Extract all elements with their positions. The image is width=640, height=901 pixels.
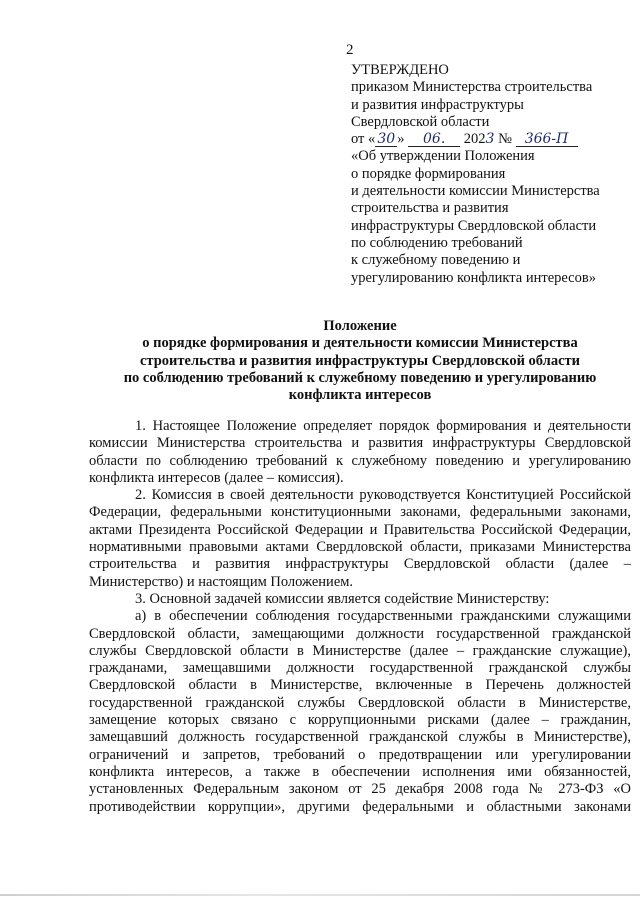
number-label: № [498,131,512,148]
paragraph-2: 2. Комиссия в своей деятельности руководствуется Конституцией Российской Федерации, федеральными конституционными законами, федеральными законами, актами Президента Российской Федерации и Правительства Российской Федерации, нормативными правовыми актами Свердловской области, приказами Министерства строительства и развития инфраструктуры Свердловской области (далее – Министерство) и настоящим Положением. [89,487,631,590]
document-title [88,318,632,404]
title-line: о порядке формирования и деятельности комиссии Министерства [142,335,578,352]
date-day-handwritten: 30 [375,132,397,147]
paragraph-1: 1. Настоящее Положение определяет порядок формирования и деятельности комиссии Министерства строительства и развития инфраструктуры Свердловской области по соблюдению требований к служебному поведению и урегулированию конфликта интересов (далее – комиссия). [89,418,631,486]
paragraph-3: 3. Основной задачей комиссии является содействие Министерству: [135,590,550,607]
title-line: конфликта интересов [288,387,432,404]
approval-subject-line: урегулированию конфликта интересов» [351,269,596,286]
approval-subject-line: и деятельности комиссии Министерства [351,183,600,200]
approval-line: приказом Министерства строительства [351,79,593,96]
approval-heading: УТВЕРЖДЕНО [351,62,449,78]
approval-subject-line: о порядке формирования [351,165,506,182]
scan-bottom-edge [0,888,640,901]
approval-date-line [351,131,633,148]
title-line: строительства и развития инфраструктуры Свердловской области [140,352,580,369]
approval-line: и развития инфраструктуры [351,96,524,113]
approval-subject-line: инфраструктуры Свердловской области [351,217,597,234]
scan-edge-shadow [0,894,640,896]
date-mid: » [397,131,405,148]
approval-line: Свердловской области [351,113,490,130]
date-prefix: от « [351,131,376,148]
approval-subject-line: строительства и развития [351,200,509,217]
order-number-handwritten: 366-П [516,132,578,147]
page-number: 2 [346,42,354,58]
approval-stamp-block [351,62,633,287]
paragraph-3a: а) в обеспечении соблюдения государственными гражданскими служащими Свердловской области, замещающими должности государственной гражданской службы Свердловской области в Министерстве (далее – гражданские служащие), гражданами, замещавшими должности государственной гражданской службы Свердловской области в Министерстве, включенные в Перечень должностей государственной гражданской службы Свердловской области в Министерстве, замещение которых связано с коррупционными рисками (далее – гражданин, замещавший должность государственной гражданской службы в Министерстве), ограничений и запретов, требований о предотвращении или урегулировании конфликта интересов, а также в обеспечении исполнения ими обязанностей, установленных Федеральным законом от 25 декабря 2008 года № 273-ФЗ «О противодействии коррупции», другими федеральными и областными законами [89,608,631,815]
date-month-handwritten: 06. [408,132,460,147]
approval-subject-line: к служебному поведению и [351,252,521,269]
approval-subject-line: по соблюдению требований [351,234,523,251]
date-year-digit-handwritten: 3 [485,131,495,148]
approval-subject-line: «Об утверждении Положения [351,148,535,165]
date-year-prefix: 202 [463,131,486,148]
title-line: Положение [323,318,397,334]
document-body [89,418,631,816]
title-line: по соблюдению требований к служебному поведению и урегулированию [123,369,597,386]
